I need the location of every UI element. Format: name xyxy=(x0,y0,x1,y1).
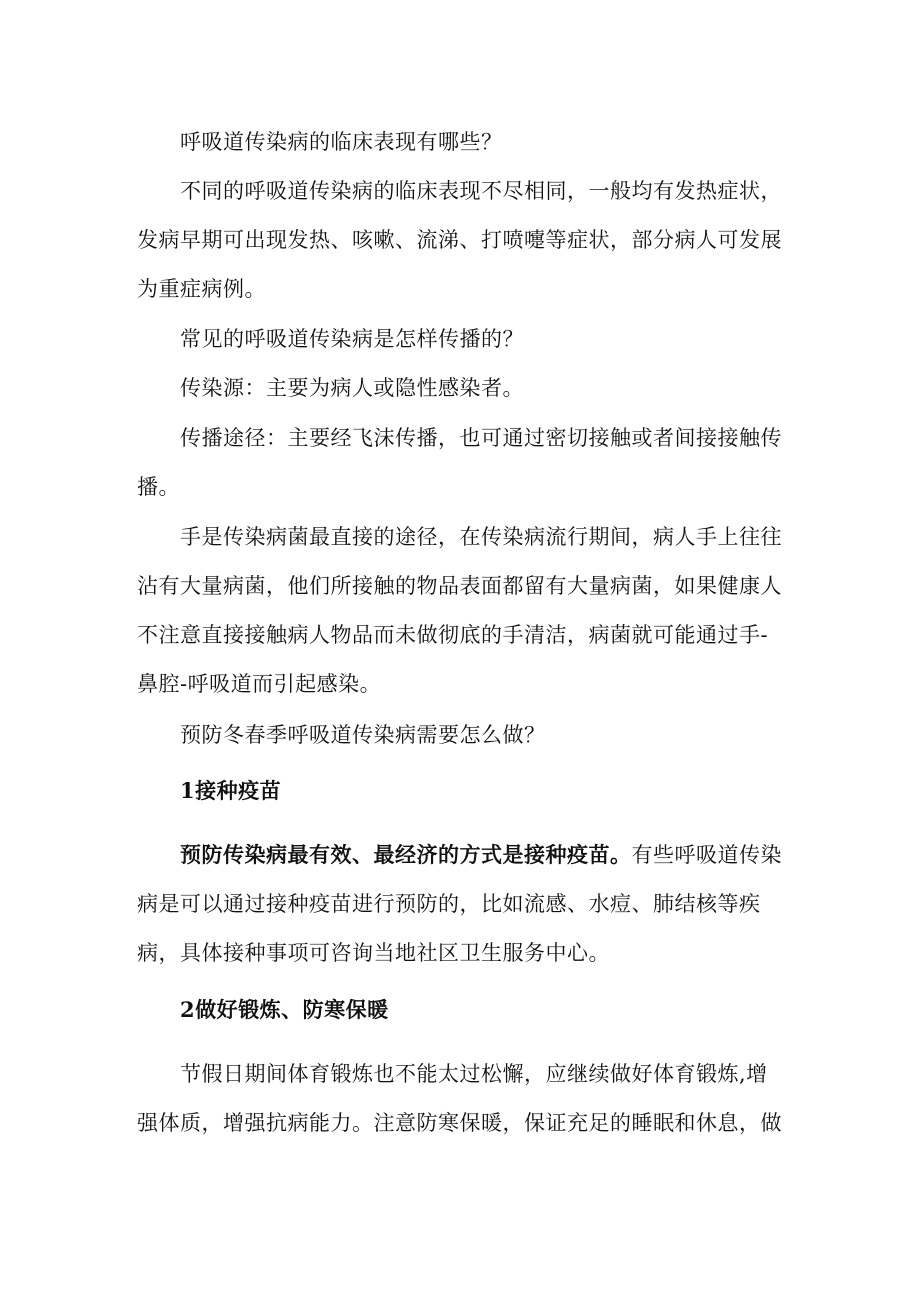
paragraph-hand-transmission: 手是传染病菌最直接的途径，在传染病流行期间，病人手上往往沾有大量病菌，他们所接触的物品表面都留有大量病菌，如果健康人不注意直接接触病人物品而未做彻底的手清洁，病菌就可能通过手-鼻腔-呼吸道而引起感染。 xyxy=(137,525,782,696)
paragraph-exercise-warmth: 节假日期间体育锻炼也不能太过松懈，应继续做好体育锻炼,增强体质，增强抗病能力。注意防寒保暖，保证充足的睡眠和休息，做 xyxy=(137,1062,782,1135)
paragraph-infection-source: 传染源：主要为病人或隐性感染者。 xyxy=(180,376,524,400)
paragraph-clinical-manifestations: 不同的呼吸道传染病的临床表现不尽相同，一般均有发热症状，发病早期可出现发热、咳嗽、流涕、打喷嚏等症状，部分病人可发展为重症病例。 xyxy=(137,179,782,301)
heading-vaccination: 1接种疫苗 xyxy=(180,778,282,803)
vaccination-key-sentence: 预防传染病最有效、最经济的方式是接种疫苗。 xyxy=(180,842,632,867)
vaccination-detail: 有些呼吸道传染病是可以通过接种疫苗进行预防的，比如流感、水痘、肺结核等疾病，具体接种事项可咨询当地社区卫生服务中心。 xyxy=(137,843,782,965)
question-prevention: 预防冬春季呼吸道传染病需要怎么做？ xyxy=(180,723,546,747)
question-transmission: 常见的呼吸道传染病是怎样传播的？ xyxy=(180,327,524,351)
paragraph-vaccination xyxy=(137,830,787,978)
paragraph-transmission-route: 传播途径：主要经飞沫传播，也可通过密切接触或者间接接触传播。 xyxy=(137,426,782,499)
question-clinical-manifestations: 呼吸道传染病的临床表现有哪些？ xyxy=(180,130,503,154)
heading-exercise-warmth: 2做好锻炼、防寒保暖 xyxy=(180,997,389,1022)
